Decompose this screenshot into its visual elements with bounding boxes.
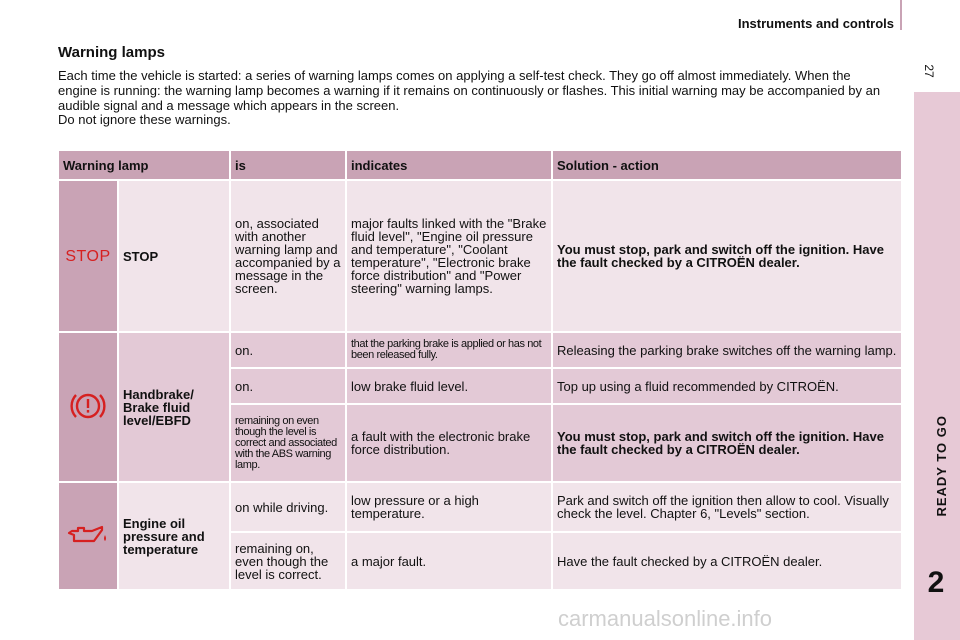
cell-indicates: a fault with the electronic brake force distribution. <box>346 404 552 482</box>
watermark: carmanualsonline.info <box>558 606 773 631</box>
cell-is: on while driving. <box>230 482 346 532</box>
cell-indicates: low brake fluid level. <box>346 368 552 404</box>
table-row-brake-1 <box>58 332 902 368</box>
header-warning-lamp: Warning lamp <box>58 150 230 180</box>
cell-indicates: major faults linked with the "Brake fluid level", "Engine oil pressure and temperature", "Coolant temperature", "Electronic brake force distribution" and "Power steering" warning lamps. <box>346 180 552 332</box>
cell-is: on. <box>230 332 346 368</box>
cell-action: Have the fault checked by a CITROËN dealer. <box>552 532 902 590</box>
oil-can-icon <box>66 521 110 549</box>
header-rule <box>900 0 902 30</box>
side-tab-label: READY TO GO <box>934 415 949 517</box>
header-is: is <box>230 150 346 180</box>
lamp-name: STOP <box>118 180 230 332</box>
stop-icon: STOP <box>65 247 111 265</box>
cell-action: You must stop, park and switch off the ignition. Have the fault checked by a CITROËN dealer. <box>552 180 902 332</box>
brake-icon-cell <box>58 332 118 482</box>
warning-lamps-table <box>57 149 903 591</box>
intro-paragraph: Each time the vehicle is started: a series of warning lamps comes on applying a self-test check. They go off almost immediately. When the engine is running: the warning lamp becomes a warning if it remains on continuously or flashes. This initial warning may be accompanied by an audible signal and a message which appears in the screen. <box>58 68 881 113</box>
stop-icon-cell <box>58 180 118 332</box>
lamp-name: Engine oil pressure and temperature <box>118 482 230 590</box>
cell-indicates: low pressure or a high temperature. <box>346 482 552 532</box>
header-action: Solution - action <box>552 150 902 180</box>
chapter-number: 2 <box>927 566 945 599</box>
cell-action: Top up using a fluid recommended by CITROËN. <box>552 368 902 404</box>
table-row-stop <box>58 180 902 332</box>
brake-warning-icon <box>68 389 108 423</box>
cell-is: remaining on, even though the level is correct. <box>230 532 346 590</box>
intro-warning: Do not ignore these warnings. <box>58 112 231 127</box>
cell-is: on, associated with another warning lamp and accompanied by a message in the screen. <box>230 180 346 332</box>
cell-is: on. <box>230 368 346 404</box>
oil-icon-cell <box>58 482 118 590</box>
side-tab <box>914 92 960 640</box>
page-title: Warning lamps <box>58 44 165 61</box>
cell-action: Releasing the parking brake switches off the warning lamp. <box>552 332 902 368</box>
cell-action: Park and switch off the ignition then allow to cool. Visually check the level. Chapter 6, "Levels" section. <box>552 482 902 532</box>
cell-indicates: that the parking brake is applied or has not been released fully. <box>346 332 552 368</box>
cell-indicates: a major fault. <box>346 532 552 590</box>
lamp-name: Handbrake/ Brake fluid level/EBFD <box>118 332 230 482</box>
page-number: 27 <box>922 64 936 78</box>
section-title: Instruments and controls <box>737 16 894 31</box>
cell-is: remaining on even though the level is correct and associated with the ABS warning lamp. <box>230 404 346 482</box>
cell-action: You must stop, park and switch off the ignition. Have the fault checked by a CITROËN dealer. <box>552 404 902 482</box>
table-header-row <box>58 150 902 180</box>
table-row-oil-1 <box>58 482 902 532</box>
header-indicates: indicates <box>346 150 552 180</box>
